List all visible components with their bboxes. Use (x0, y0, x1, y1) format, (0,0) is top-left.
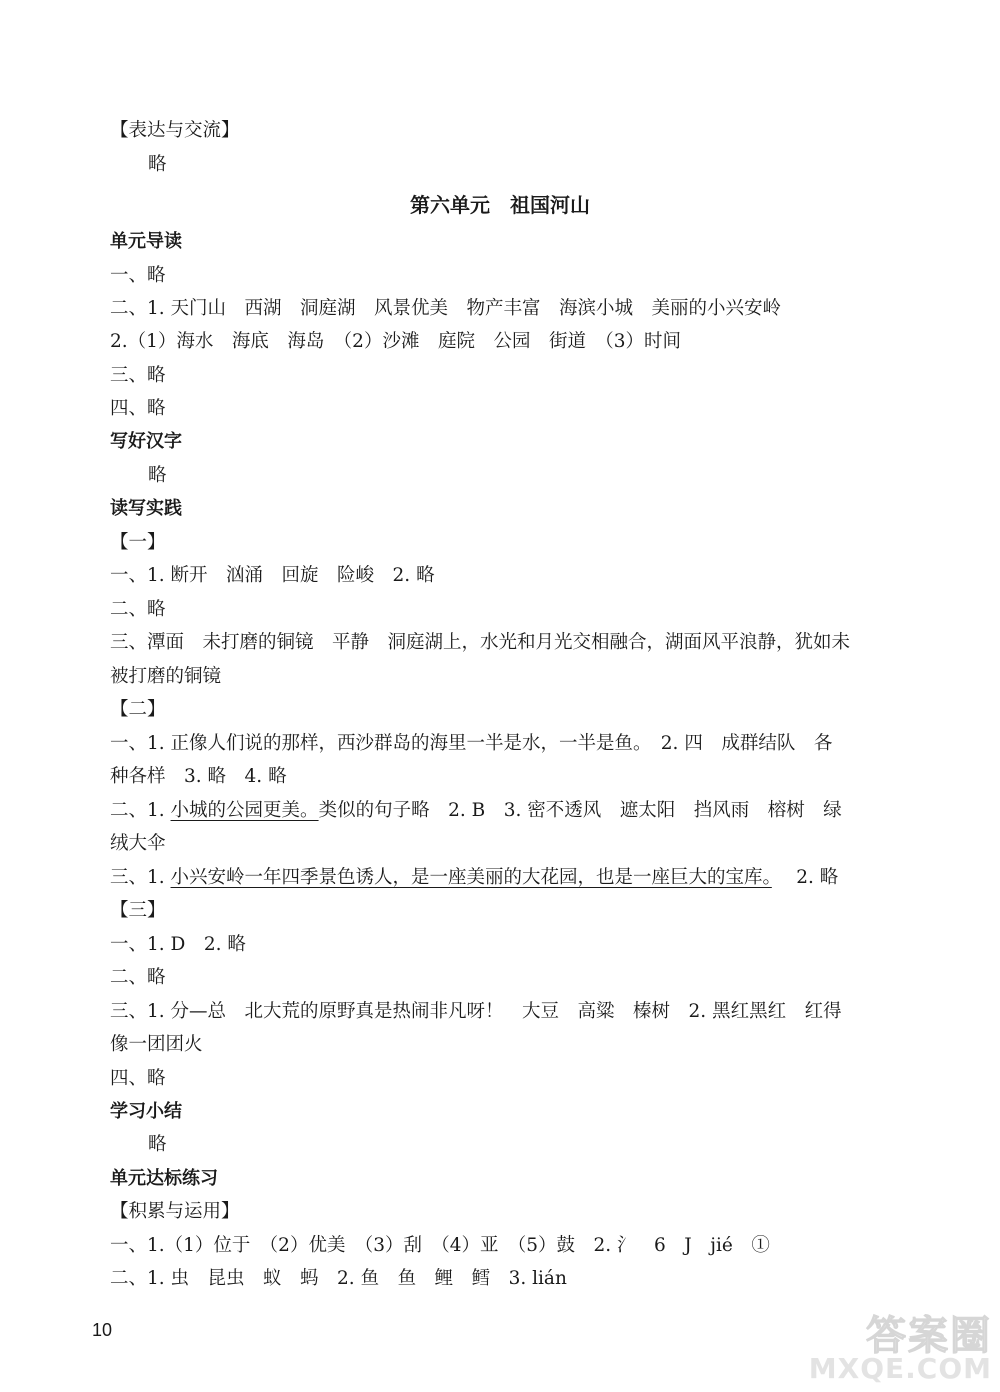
answer-prefix: 二、1. (110, 800, 165, 821)
answer-line: 一、1.（1）位于 （2）优美 （3）刮 （4）亚 （5）鼓 2. 氵 6 J jié ① (110, 1235, 770, 1256)
answer-line: 四、略 (110, 1068, 166, 1089)
answer-rest: 类似的句子略 2. B 3. 密不透风 遮太阳 挡风雨 榕树 绿 (318, 800, 842, 821)
subsection-label-accumulation: 【积累与运用】 (110, 1201, 240, 1222)
answer-line: 三、1. 分—总 北大荒的原野真是热闹非凡呀！ 大豆 高粱 榛树 2. 黑红黑红 红得 (110, 1001, 842, 1022)
answer-line: 二、1. 虫 昆虫 蚁 蚂 2. 鱼 鱼 鲤 鳕 3. lián (110, 1268, 567, 1289)
section-heading-practice: 读写实践 (110, 498, 182, 519)
answer-line: 被打磨的铜镜 (110, 666, 222, 687)
answer-line: 一、略 (110, 265, 166, 286)
answer-text: 略 (148, 154, 167, 175)
answer-line: 一、1. D 2. 略 (110, 934, 246, 955)
section-heading-writing: 写好汉字 (110, 431, 182, 452)
answer-line: 三、略 (110, 365, 166, 386)
answer-line: 种各样 3. 略 4. 略 (110, 766, 287, 787)
section-heading-unit-guide: 单元导读 (110, 231, 182, 252)
answer-line: 二、略 (110, 599, 166, 620)
section-heading-unit-test: 单元达标练习 (110, 1168, 218, 1189)
underlined-sentence: 小城的公园更美。 (170, 800, 319, 821)
answer-line (110, 799, 900, 823)
answer-line: 四、略 (110, 398, 166, 419)
watermark-text-top: 答案圈 (866, 1313, 992, 1359)
section-label-expression: 【表达与交流】 (110, 120, 240, 141)
watermark-text-bottom: MXQE.COM (808, 1352, 992, 1385)
answer-prefix: 三、1. (110, 867, 165, 888)
answer-line: 二、1. 天门山 西湖 洞庭湖 风景优美 物产丰富 海滨小城 美丽的小兴安岭 (110, 298, 782, 319)
answer-line: 一、1. 正像人们说的那样，西沙群岛的海里一半是水，一半是鱼。 2. 四 成群结队 各 (110, 733, 833, 754)
watermark-logo (802, 1304, 992, 1384)
answer-line: 三、潭面 未打磨的铜镜 平静 洞庭湖上，水光和月光交相融合，湖面风平浪静，犹如未 (110, 632, 851, 653)
answer-line: 一、1. 断开 汹涌 回旋 险峻 2. 略 (110, 565, 435, 586)
subsection-label-1: 【一】 (110, 532, 166, 553)
subsection-label-3: 【三】 (110, 900, 166, 921)
page-number: 10 (92, 1320, 113, 1340)
unit-title: 第六单元 祖国河山 (410, 193, 590, 217)
answer-text: 略 (148, 1134, 167, 1155)
section-heading-summary: 学习小结 (110, 1101, 182, 1122)
subsection-label-2: 【二】 (110, 699, 166, 720)
answer-line: 像一团团火 (110, 1034, 203, 1055)
answer-line (110, 866, 900, 890)
answer-line: 二、略 (110, 967, 166, 988)
answer-line: 绒大伞 (110, 833, 166, 854)
underlined-sentence: 小兴安岭一年四季景色诱人，是一座美丽的大花园，也是一座巨大的宝库。 (170, 867, 772, 888)
answer-text: 略 (148, 465, 167, 486)
answer-line: 2.（1）海水 海底 海岛 （2）沙滩 庭院 公园 街道 （3）时间 (110, 331, 681, 352)
answer-rest: 2. 略 (796, 867, 839, 888)
